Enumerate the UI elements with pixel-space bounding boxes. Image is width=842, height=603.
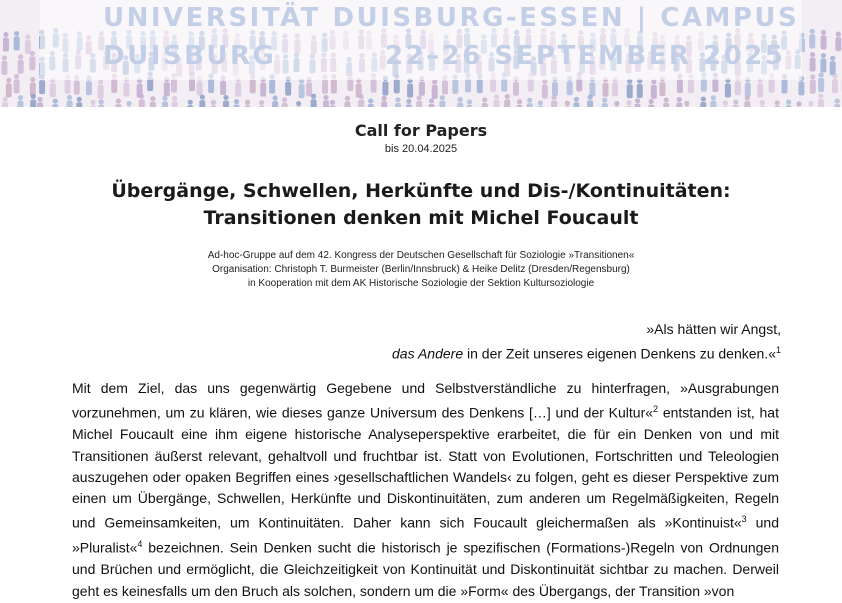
epigraph-emphasis: das Andere xyxy=(392,345,464,362)
footnote-ref-4[interactable]: 4 xyxy=(137,539,143,550)
body-segment-1: Mit dem Ziel, das uns gegenwärtig Gegebene und Selbstverständliche zu hinterfragen, »Ausgrabungen vorzunehmen, um zu klären, wie dieses ganze Universum des Denkens […] und der Kultur« xyxy=(72,380,779,421)
banner-line-2-left: DUISBURG xyxy=(103,41,277,71)
title-line-2: Transitionen denken mit Michel Foucault xyxy=(203,207,639,229)
document-title xyxy=(0,178,842,232)
epigraph-quote xyxy=(392,319,781,365)
body-segment-2: entstanden ist, hat Michel Foucault eine ihm eigene historische Analyseperspektive erarbeitet, die für ein Denken von und mit Transitionen äußerst relevant, gehaltvoll und fruchtbar ist. Statt von Evolutionen, Fortschritten und Teleologien auszugehen oder opaken Begriffen eines ›gesellschaftlichen Wandels‹ zu folgen, geht es dieser Perspektive zum einen um Übergänge, Schwellen, Herkünfte und Diskontinuitäten, zum anderen um Regelmäßigkeiten, Regeln und Gemeinsamkeiten, um Kontinuitäten. Daher kann sich Foucault gleichermaßen als »Kontinuist« xyxy=(72,404,779,532)
footnote-ref-3[interactable]: 3 xyxy=(741,514,747,525)
cfp-heading: Call for Papers xyxy=(354,121,488,140)
body-segment-4: bezeichnen. Sein Denken sucht die historisch je spezifischen (Formations-)Regeln von Ordnungen und Brüchen und ermöglicht, die Gleichzeitigkeit von Kontinuität und Diskontinuität sichtbar zu machen. Derweil geht es keinesfalls um den Bruch als solchen, sondern um die »Form« des Übergangs, der Transition »von xyxy=(72,540,779,599)
body-paragraph xyxy=(72,378,779,602)
header-banner xyxy=(0,0,842,107)
footnote-ref-2[interactable]: 2 xyxy=(653,404,659,415)
epigraph-line-2 xyxy=(392,340,781,365)
body-segment-3: und »Pluralist« xyxy=(72,515,779,557)
epigraph-line-2-rest: in der Zeit unseres eigenen Denkens zu denken.« xyxy=(463,345,776,362)
title-line-1: Übergänge, Schwellen, Herkünfte und Dis-/Kontinuitäten: xyxy=(111,180,731,202)
organisation-line-2: Organisation: Christoph T. Burmeister (Berlin/Innsbruck) & Heike Delitz (Dresden/Regensburg) xyxy=(212,264,630,275)
epigraph-line-1: »Als hätten wir Angst, xyxy=(646,321,781,337)
banner-line-1: UNIVERSITÄT DUISBURG-ESSEN | CAMPUS xyxy=(103,3,800,33)
organisation-line-3: in Kooperation mit dem AK Historische Soziologie der Sektion Kultursoziologie xyxy=(247,278,595,289)
banner-line-2-right: 22–26 SEPTEMBER 2025 xyxy=(385,41,786,71)
banner-title xyxy=(103,0,800,107)
footnote-ref-1[interactable]: 1 xyxy=(775,345,781,355)
deadline-text: bis 20.04.2025 xyxy=(384,143,458,155)
organisation-block xyxy=(0,249,842,291)
organisation-line-1: Ad-hoc-Gruppe auf dem 42. Kongress der Deutschen Gesellschaft für Soziologie »Transitionen« xyxy=(207,250,635,261)
